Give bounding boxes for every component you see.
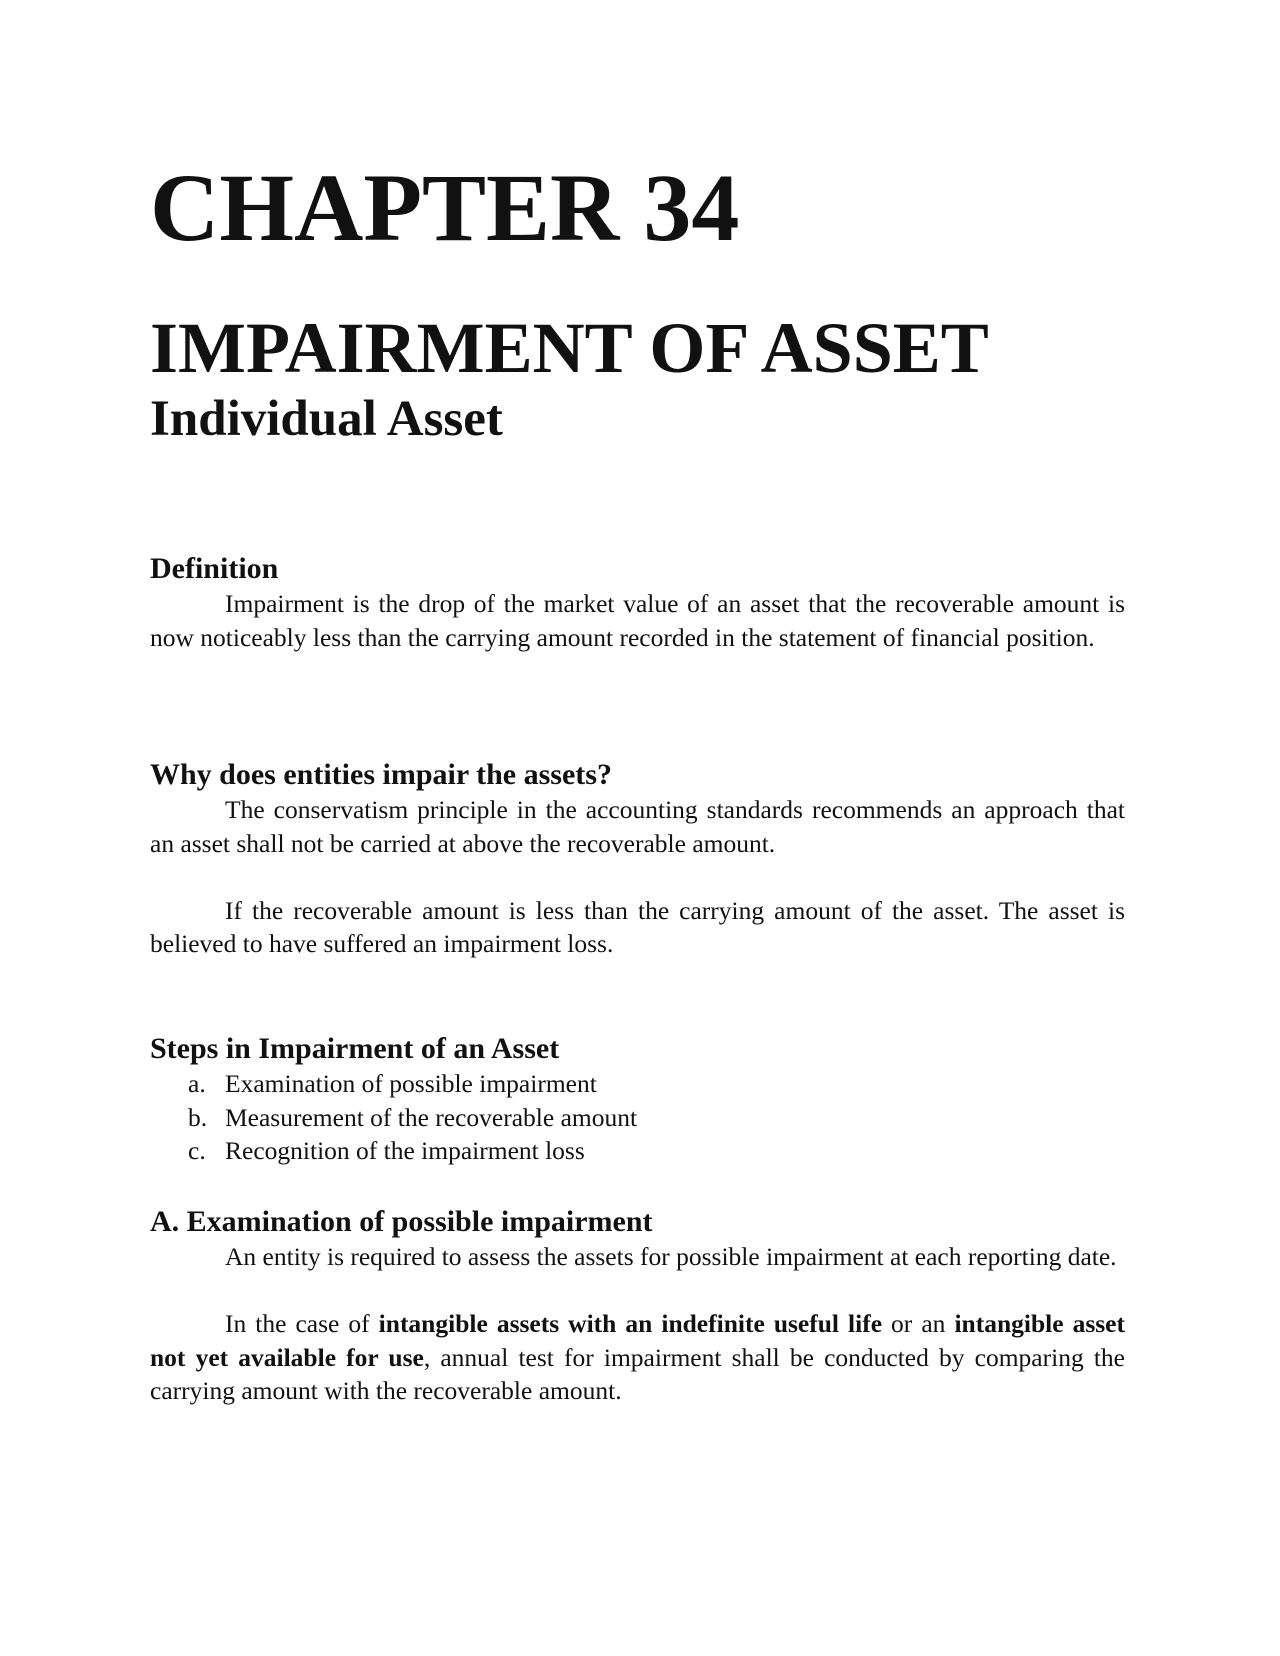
why-paragraph-1: The conservatism principle in the accounting standards recommends an approach that an asset shall not be carried at above the recoverable amount. <box>150 795 1125 858</box>
list-item <box>150 1134 1125 1168</box>
definition-text: Impairment is the drop of the market value of an asset that the recoverable amount is now noticeably less than the carrying amount recorded in the statement of financial position. <box>150 589 1125 652</box>
why-paragraph-2: If the recoverable amount is less than the carrying amount of the asset. The asset is believed to have suffered an impairment loss. <box>150 895 1125 958</box>
section-a-paragraph-2 <box>150 1307 1125 1408</box>
why-heading: Why does entities impair the assets? <box>150 758 612 791</box>
paragraph-text: or an <box>882 1309 955 1338</box>
list-item-text: Examination of possible impairment <box>225 1069 597 1098</box>
list-marker: a. <box>188 1069 206 1098</box>
why-section <box>150 757 1125 961</box>
list-item <box>150 1067 1125 1101</box>
list-item-text: Recognition of the impairment loss <box>225 1136 585 1165</box>
paragraph-text: , annual test for impairment shall be conducted by comparing the carrying amount with the recoverable amount. <box>150 1342 1125 1405</box>
steps-section <box>150 1031 1125 1168</box>
section-a-heading: A. Examination of possible impairment <box>150 1205 653 1238</box>
chapter-subtitle: Individual Asset <box>150 391 503 447</box>
definition-heading: Definition <box>150 552 279 585</box>
list-marker: c. <box>188 1136 206 1165</box>
paragraph-text: In the case of <box>225 1309 379 1338</box>
section-a-paragraph-1: An entity is required to assess the assets for possible impairment at each reporting date. <box>225 1242 1117 1271</box>
steps-list <box>150 1067 1125 1168</box>
section-a <box>150 1204 1125 1408</box>
definition-section <box>150 551 1125 654</box>
bold-term: intangible asset not yet available for use <box>150 1309 1125 1372</box>
bold-term: intangible assets with an indefinite useful life <box>378 1309 883 1338</box>
chapter-number: CHAPTER 34 <box>150 154 740 261</box>
list-item-text: Measurement of the recoverable amount <box>225 1102 638 1132</box>
list-item <box>150 1101 1125 1135</box>
chapter-title: IMPAIRMENT OF ASSET <box>150 308 989 388</box>
steps-heading: Steps in Impairment of an Asset <box>150 1032 560 1065</box>
list-marker: b. <box>188 1102 208 1132</box>
